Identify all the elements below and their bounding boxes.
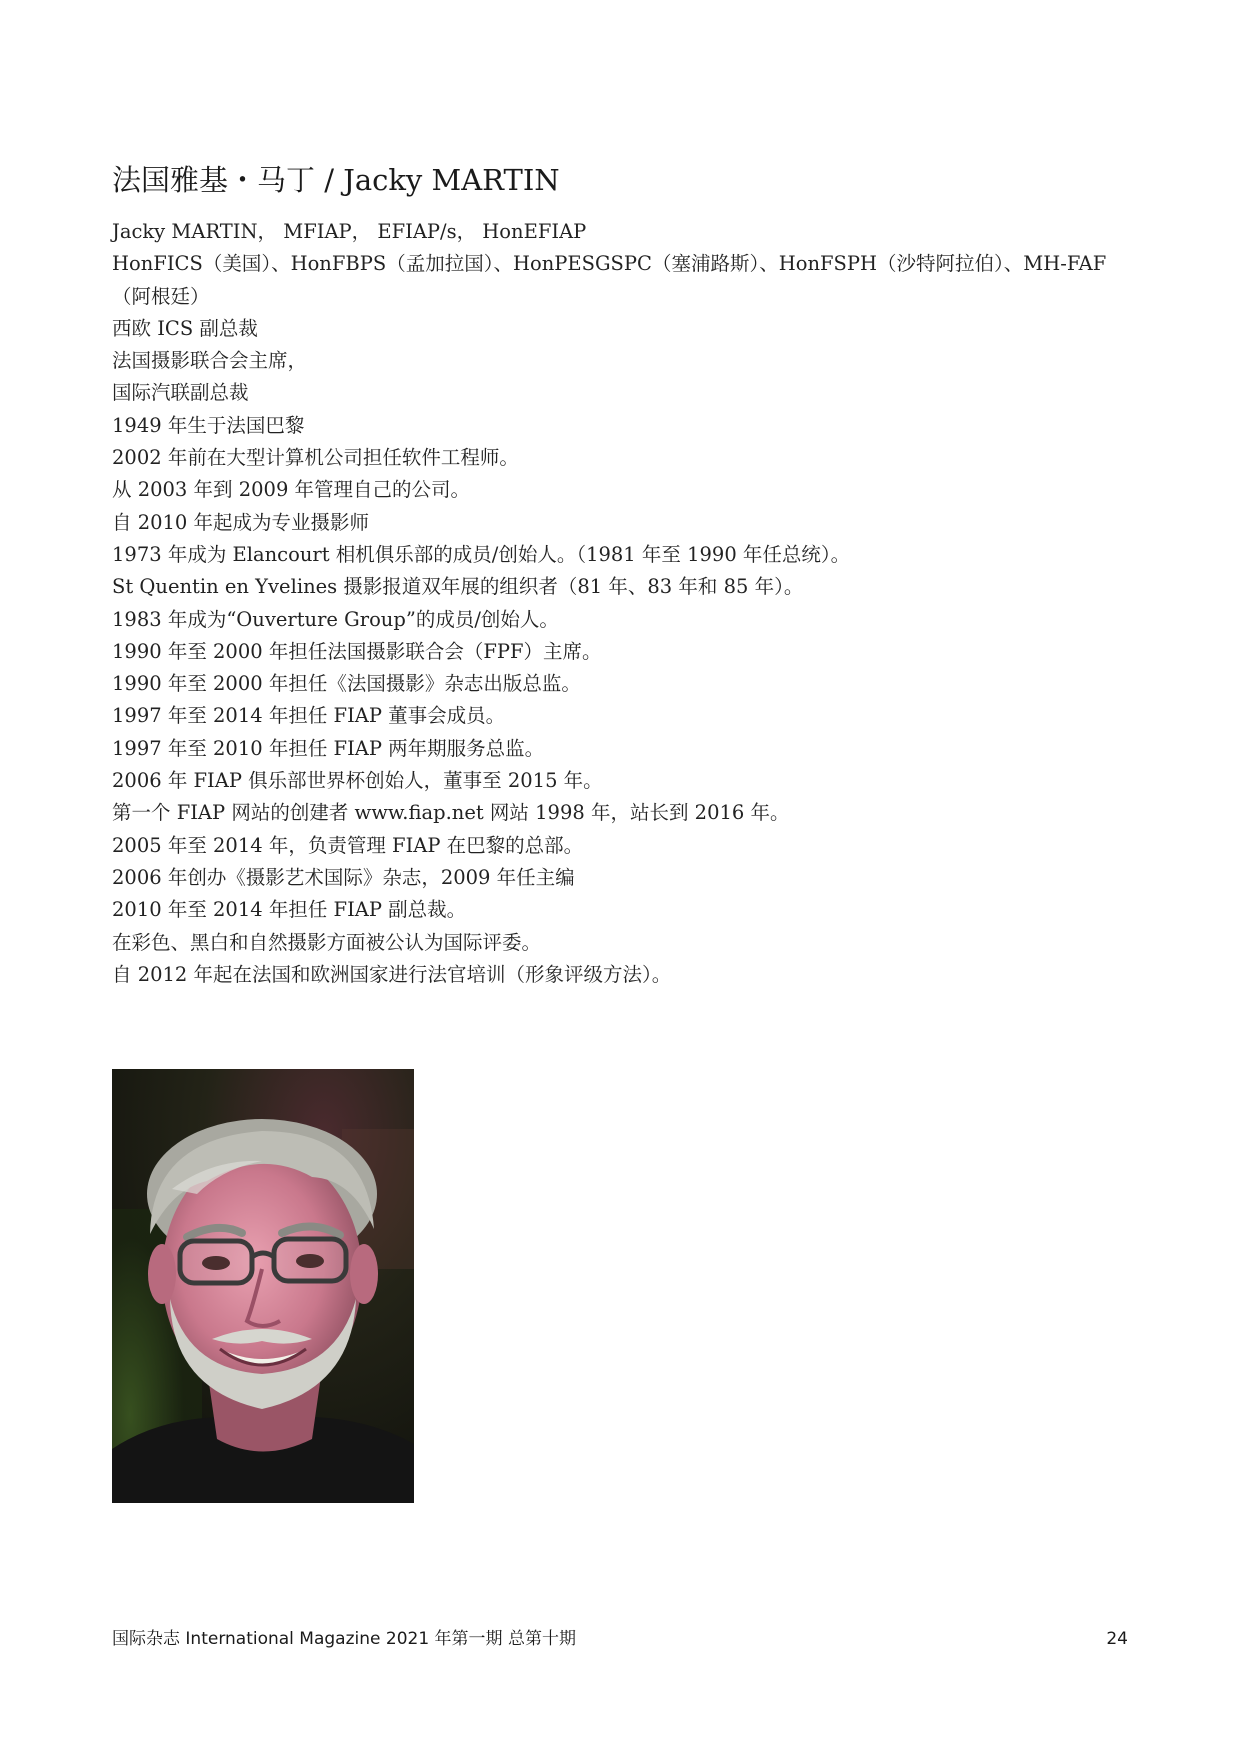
bio-line: St Quentin en Yvelines 摄影报道双年展的组织者（81 年、83 年和 85 年）。 xyxy=(112,575,804,599)
bio-line: 自 2010 年起成为专业摄影师 xyxy=(112,510,370,534)
bio-line: 1949 年生于法国巴黎 xyxy=(112,413,305,437)
bio-line: 第一个 FIAP 网站的创建者 www.fiap.net 网站 1998 年，站长到 2016 年。 xyxy=(112,801,790,825)
bio-line-credentials: Jacky MARTIN， MFIAP， EFIAP/s， HonEFIAP xyxy=(112,220,587,243)
bio-line: 自 2012 年起在法国和欧洲国家进行法官培训（形象评级方法）。 xyxy=(112,962,672,986)
bio-line: 西欧 ICS 副总裁 xyxy=(112,316,258,340)
bio-line: 2005 年至 2014 年，负责管理 FIAP 在巴黎的总部。 xyxy=(112,833,584,857)
portrait-illustration xyxy=(112,1069,414,1503)
bio-line: 1990 年至 2000 年担任《法国摄影》杂志出版总监。 xyxy=(112,672,581,696)
bio-line-honors: HonFICS（美国）、HonFBPS（孟加拉国）、HonPESGSPC（塞浦路斯）、HonFSPH（沙特阿拉伯）、MH-FAF（阿根廷） xyxy=(112,252,1107,308)
footer-publication: 国际杂志 International Magazine 2021 年第一期 总第十期 xyxy=(112,1629,576,1649)
biography-text xyxy=(112,216,1142,991)
bio-line: 法国摄影联合会主席， xyxy=(112,349,308,373)
page-number: 24 xyxy=(1106,1629,1128,1649)
bio-line: 1990 年至 2000 年担任法国摄影联合会（FPF）主席。 xyxy=(112,639,602,663)
bio-line: 1997 年至 2014 年担任 FIAP 董事会成员。 xyxy=(112,704,506,728)
bio-line: 1983 年成为“Ouverture Group”的成员/创始人。 xyxy=(112,607,559,631)
bio-line: 在彩色、黑白和自然摄影方面被公认为国际评委。 xyxy=(112,930,542,954)
portrait-photo xyxy=(112,1069,414,1503)
bio-line: 1997 年至 2010 年担任 FIAP 两年期服务总监。 xyxy=(112,736,545,760)
bio-line: 2006 年 FIAP 俱乐部世界杯创始人，董事至 2015 年。 xyxy=(112,769,603,793)
bio-line: 2002 年前在大型计算机公司担任软件工程师。 xyxy=(112,446,519,470)
bio-line: 2010 年至 2014 年担任 FIAP 副总裁。 xyxy=(112,898,467,922)
bio-line: 1973 年成为 Elancourt 相机俱乐部的成员/创始人。（1981 年至 1990 年任总统）。 xyxy=(112,542,851,566)
page-title: 法国雅基・马丁 / Jacky MARTIN xyxy=(112,163,560,197)
bio-line: 国际汽联副总裁 xyxy=(112,381,249,405)
bio-line: 从 2003 年到 2009 年管理自己的公司。 xyxy=(112,478,471,502)
bio-line: 2006 年创办《摄影艺术国际》杂志，2009 年任主编 xyxy=(112,865,575,889)
